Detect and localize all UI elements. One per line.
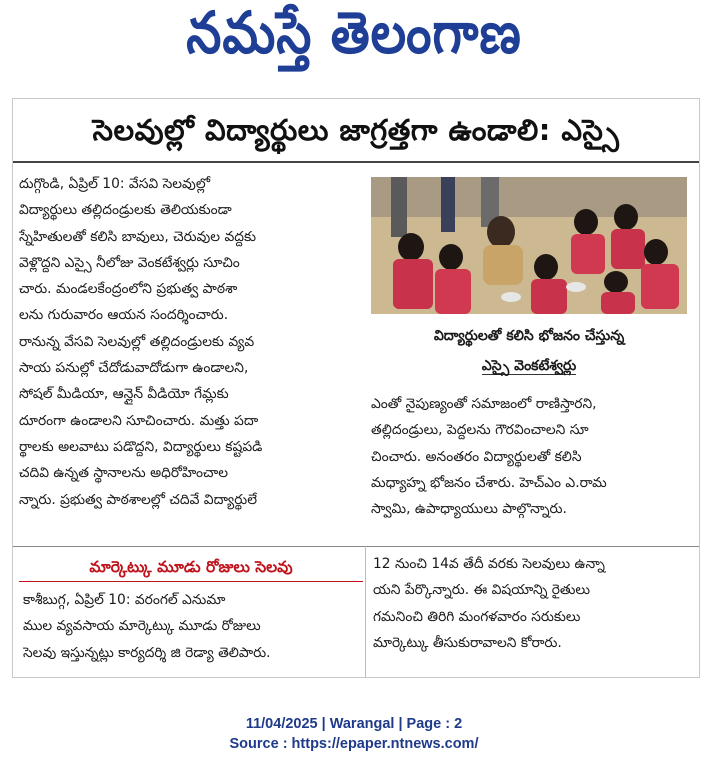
brief-line: సెలవు ఇస్తున్నట్లు కార్యదర్శి జి రెడ్యా తెలిపారు. [23, 644, 271, 661]
article-body [19, 171, 363, 551]
article-line: స్వామి, ఉపాధ్యాయులు పాల్గొన్నారు. [371, 501, 567, 518]
photo-caption [371, 321, 687, 381]
brief-line: మార్కెట్కు తీసుకురావాలని కోరారు. [373, 634, 562, 651]
article-line: సాయ పనుల్లో చేదోడువాదోడుగా ఉండాలని, [19, 360, 249, 377]
brief-line: కాశీబుగ్గ, ఏప్రిల్ 10: వరంగల్ ఎనుమా [23, 592, 226, 608]
source-footer [0, 714, 708, 754]
news-photo [371, 177, 687, 314]
article-line: తల్లిదండ్రులు, పెద్దలను గౌరవించాలని సూ [371, 422, 589, 439]
brief-line: 12 నుంచి 14వ తేదీ వరకు సెలవులు ఉన్నా [373, 556, 605, 572]
article-line: మధ్యాహ్న భోజనం చేశారు. హెచ్ఎం ఎ.రామ [371, 474, 607, 491]
article-line: ఎంతో నైపుణ్యంతో సమాజంలో రాణిస్తారని, [371, 396, 597, 412]
article-line: వెళ్లొద్దని ఎస్సై నీలోజు వెంకటేశ్వర్లు సూచిం [19, 254, 240, 271]
source-url: Source : https://epaper.ntnews.com/ [229, 736, 479, 752]
brief-body [23, 587, 361, 666]
brief-body-continued [373, 551, 693, 656]
article-body-continued [371, 391, 693, 522]
caption-line-underlined [371, 351, 687, 381]
section-divider [13, 546, 699, 547]
article-line: న్నారు. ప్రభుత్వ పాఠశాలల్లో చదివే విద్యార్థులే [19, 491, 257, 508]
headline-rule [13, 161, 699, 163]
masthead [0, 0, 708, 92]
article-headline: సెలవుల్లో విద్యార్థులు జాగ్రత్తగా ఉండాలి: ఎస్సై [92, 113, 620, 147]
brief-headline: మార్కెట్కు మూడు రోజులు సెలవు [19, 553, 363, 582]
edition-info: 11/04/2025 | Warangal | Page : 2 [245, 716, 463, 732]
column-divider [365, 546, 366, 677]
article-line: చారు. మండలకేంద్రంలోని ప్రభుత్వ పాఠశా [19, 281, 238, 298]
article-line: స్నేహితులతో కలిసి బావులు, చెరువుల వద్దకు [19, 228, 256, 245]
article-line: దుగ్గొండి, ఏప్రిల్ 10: వేసవి సెలవుల్లో [19, 176, 211, 192]
article-line: చించారు. అనంతరం విద్యార్థులతో కలిసి [371, 448, 582, 465]
masthead-title: నమస్తే తెలంగాణ [186, 0, 522, 67]
brief-line: ముల వ్యవసాయ మార్కెట్కు మూడు రోజులు [23, 618, 261, 635]
article-line: ర్థాలకు అలవాటు పడొద్దని, విద్యార్థులు కష్టపడి [19, 438, 263, 455]
article-line: రానున్న వేసవి సెలవుల్లో తల్లిదండ్రులకు వ్యవ [19, 333, 255, 350]
article-line: చదివి ఉన్నత స్థానాలను అధిరోహించాల [19, 465, 229, 482]
article-line: విద్యార్థులు తల్లిదండ్రులకు తెలియకుండా [19, 202, 232, 219]
article-line: సోషల్ మీడియా, ఆన్లైన్ వీడియో గేమ్లకు [19, 386, 229, 403]
brief-line: గమనించి తిరిగి మంగళవారం సరుకులు [373, 608, 581, 625]
article-line: లను గురువారం ఆయన సందర్శించారు. [19, 307, 229, 324]
top-cut-line [13, 99, 699, 111]
caption-line: ఎస్సై వెంకటేశ్వర్లు [481, 358, 577, 374]
brief-line: యని పేర్కొన్నారు. ఈ విషయాన్ని రైతులు [373, 582, 590, 599]
news-clipping [12, 98, 700, 678]
caption-line: విద్యార్థులతో కలిసి భోజనం చేస్తున్న [433, 328, 625, 344]
students-eating-photo [371, 177, 687, 314]
article-line: దూరంగా ఉండాలని సూచించారు. మత్తు పదా [19, 412, 259, 429]
